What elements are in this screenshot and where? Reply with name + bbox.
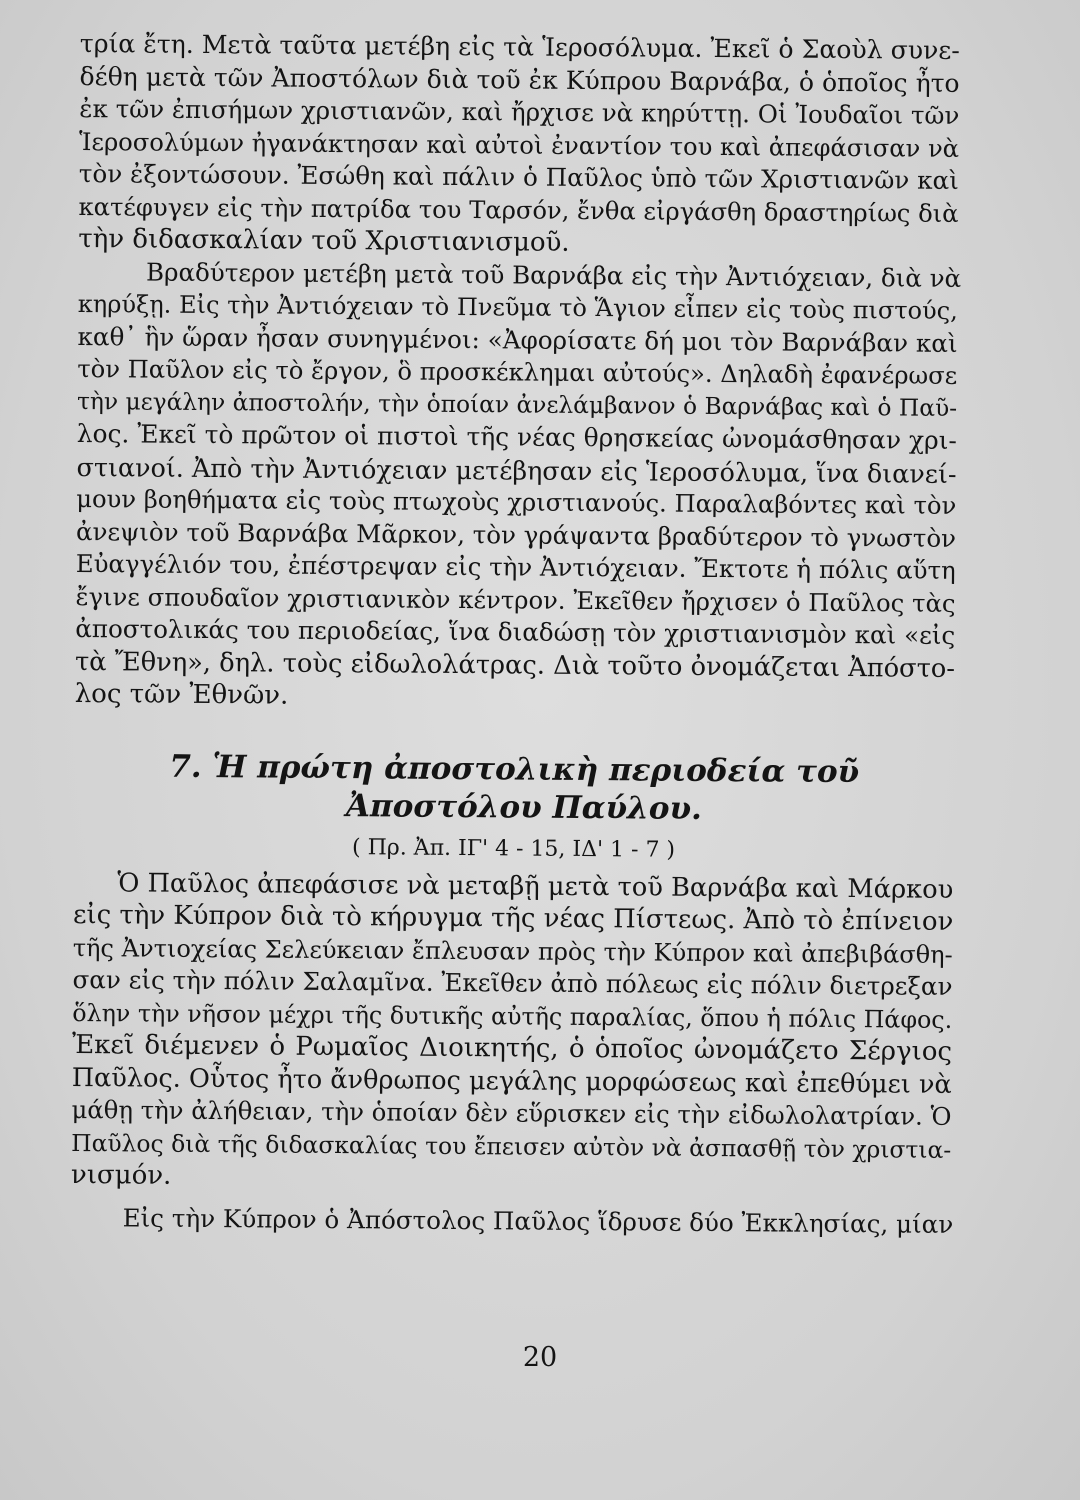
text-line: στιανοί. Ἀπὸ τὴν Ἀντιόχειαν μετέβησαν εἰς Ἱεροσόλυμα, ἵνα διανεί- [76, 451, 957, 489]
text-line: λος. Ἐκεῖ τὸ πρῶτον οἱ πιστοὶ τῆς νέας θρησκείας ὠνομάσθησαν χρι- [76, 418, 957, 455]
text-line: Εὐαγγέλιόν του, ἐπέστρεψαν εἰς τὴν Ἀντιόχειαν. Ἔκτοτε ἡ πόλις αὕτη [75, 548, 956, 585]
page-number: 20 [522, 1342, 558, 1373]
text-line: σαν εἰς τὴν πόλιν Σαλαμῖνα. Ἐκεῖθεν ἀπὸ πόλεως εἰς πόλιν διετρεξαν [72, 964, 953, 1001]
page-text [71, 28, 960, 1241]
text-line: δέθη μετὰ τῶν Ἀποστόλων διὰ τοῦ ἐκ Κύπρου Βαρνάβα, ὁ ὁποῖος ἦτο [79, 61, 960, 98]
text-line: μουν βοηθήματα εἰς τοὺς πτωχοὺς χριστιανούς. Παραλαβόντες καὶ τὸν [76, 484, 957, 520]
text-line: Εἰς τὴν Κύπρον ὁ Ἀπόστολος Παῦλος ἵδρυσε δύο Ἐκκλησίας, μίαν [122, 1202, 954, 1239]
text-line: νισμόν. [70, 1159, 172, 1191]
text-line: τὴν μεγάλην ἀποστολήν, τὴν ὁποίαν ἀνελάμβανον ὁ Βαρνάβας καὶ ὁ Παῦ- [76, 387, 958, 422]
text-line: ἔγινε σπουδαῖον χριστιανικὸν κέντρον. Ἐκεῖθεν ἤρχισεν ὁ Παῦλος τὰς [75, 581, 956, 618]
text-line: Ἱεροσολύμων ἠγανάκτησαν καὶ αὐτοὶ ἐναντίον του καὶ ἀπεφάσισαν νὰ [78, 127, 960, 163]
heading-line: 7. Ἡ πρώτη ἀποστολικὴ περιοδεία τοῦ [169, 748, 860, 790]
text-line: ἀποστολικάς του περιοδείας, ἵνα διαδώσῃ τὸν χριστιανισμὸν καὶ «εἰς [75, 613, 956, 650]
text-line: τὰ Ἔθνη», δηλ. τοὺς εἰδωλολάτρας. Διὰ τοῦτο ὀνομάζεται Ἀπόστο- [74, 646, 956, 684]
heading-line: Ἀποστόλου Παύλου. [345, 787, 702, 827]
text-line: τῆς Ἀντιοχείας Σελεύκειαν ἔπλευσαν πρὸς τὴν Κύπρον καὶ ἀπεβιβάσθη- [72, 933, 953, 969]
text-line: ὅλην τὴν νῆσον μέχρι τῆς δυτικῆς αὐτῆς παραλίας, ὅπου ἡ πόλις Πάφος. [72, 998, 953, 1034]
paragraph-3 [71, 866, 954, 1198]
text-line: τρία ἔτη. Μετὰ ταῦτα μετέβη εἰς τὰ Ἱεροσόλυμα. Ἐκεῖ ὁ Σαοὺλ συνε- [79, 28, 960, 65]
section-heading [74, 746, 955, 829]
paragraph-1 [78, 28, 960, 262]
text-line: μάθῃ τὴν ἀλήθειαν, τὴν ὁποίαν δὲν εὕρισκεν εἰς τὴν εἰδωλολατρίαν. Ὁ [71, 1094, 952, 1131]
text-line: εἰς τὴν Κύπρον διὰ τὸ κήρυγμα τῆς νέας Πίστεως. Ἀπὸ τὸ ἐπίνειον [72, 899, 954, 937]
text-line: τὸν ἐξοντώσουν. Ἐσώθη καὶ πάλιν ὁ Παῦλος ὑπὸ τῶν Χριστιανῶν καὶ [78, 158, 959, 195]
text-line: Βραδύτερον μετέβη μετὰ τοῦ Βαρνάβα εἰς τὴν Ἀντιόχειαν, διὰ νὰ [145, 257, 962, 293]
paragraph-2 [74, 255, 962, 717]
text-line: Παῦλος. Οὗτος ἦτο ἄνθρωπος μεγάλης μορφώσεως καὶ ἐπεθύμει νὰ [71, 1062, 952, 1100]
text-line: Παῦλος διὰ τῆς διδασκαλίας του ἔπεισεν αὐτὸν νὰ ἀσπασθῇ τὸν χριστια- [71, 1128, 952, 1164]
text-line: τὴν διδασκαλίαν τοῦ Χριστιανισμοῦ. [78, 223, 570, 258]
text-line: κηρύξῃ. Εἰς τὴν Ἀντιόχειαν τὸ Πνεῦμα τὸ Ἅγιον εἶπεν εἰς τοὺς πιστούς, [77, 289, 958, 325]
text-line: κατέφυγεν εἰς τὴν πατρίδα του Ταρσόν, ἔνθα εἰργάσθη δραστηρίως διὰ [78, 192, 959, 228]
paragraph-4 [71, 1201, 954, 1240]
text-line: καθ᾽ ἣν ὥραν ἦσαν συνηγμένοι: «Ἀφορίσατε δή μοι τὸν Βαρνάβαν καὶ [77, 321, 958, 358]
scripture-reference: ( Πρ. Ἀπ. ΙΓ' 4 - 15, ΙΔ' 1 - 7 ) [351, 834, 676, 863]
text-line: ἀνεψιὸν τοῦ Βαρνάβα Μᾶρκον, τὸν γράψαντα βραδύτερον τὸ γνωστὸν [75, 516, 957, 553]
text-line: Ἐκεῖ διέμενεν ὁ Ρωμαῖος Διοικητής, ὁ ὁποῖος ὠνομάζετο Σέργιος [71, 1029, 953, 1067]
text-line: λος τῶν Ἐθνῶν. [74, 678, 289, 711]
text-line: τὸν Παῦλον εἰς τὸ ἔργον, ὃ προσκέκλημαι αὐτούς». Δηλαδὴ ἐφανέρωσε [77, 354, 958, 390]
text-line: ἐκ τῶν ἐπισήμων χριστιανῶν, καὶ ἤρχισε νὰ κηρύττῃ. Οἱ Ἰουδαῖοι τῶν [79, 93, 960, 130]
text-line: Ὁ Παῦλος ἀπεφάσισε νὰ μεταβῇ μετὰ τοῦ Βαρνάβα καὶ Μάρκου [117, 867, 954, 905]
